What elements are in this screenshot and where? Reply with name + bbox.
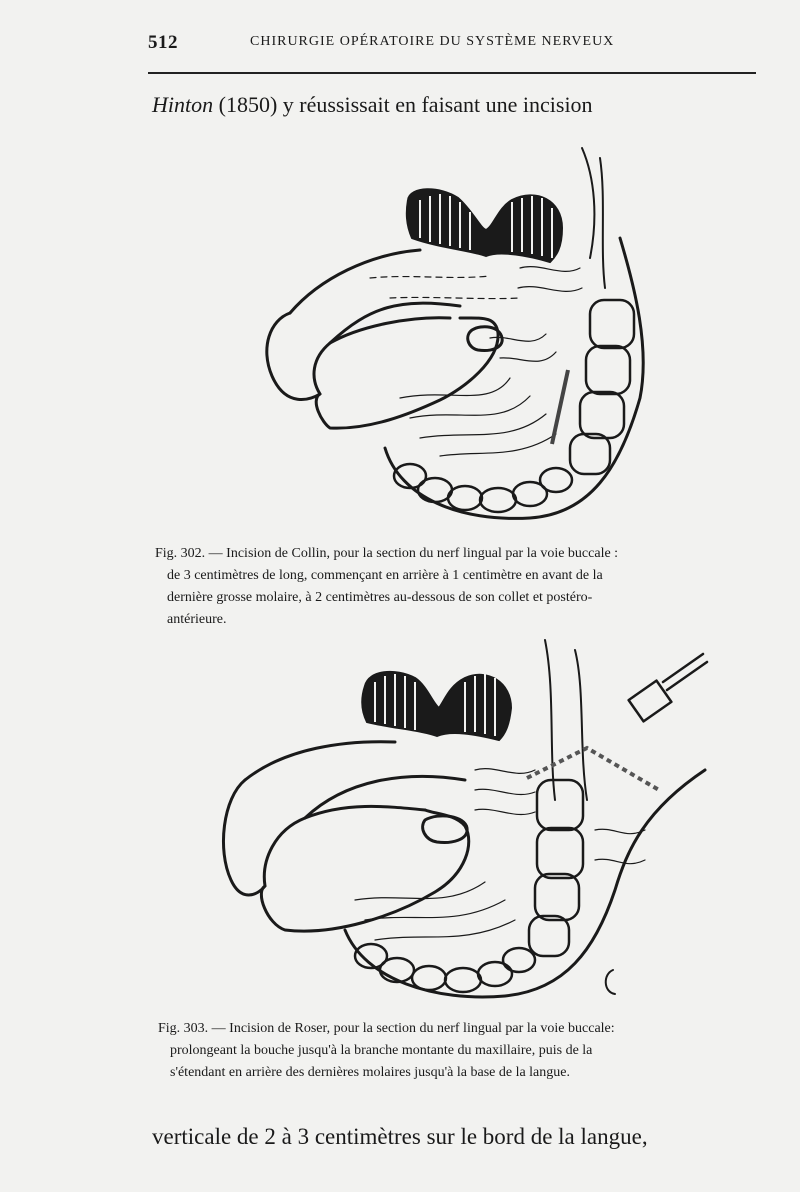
figure-303-illustration xyxy=(175,630,740,1015)
running-head xyxy=(148,30,758,58)
caption-line: antérieure. xyxy=(167,612,227,627)
caption-line: Fig. 303. — Incision de Roser, pour la section du nerf lingual par la voie buccale: xyxy=(158,1021,615,1036)
caption-line: Fig. 302. — Incision de Collin, pour la section du nerf lingual par la voie buccale : xyxy=(155,546,619,561)
caption-line: s'étendant en arrière des dernières molaires jusqu'à la base de la langue. xyxy=(170,1065,570,1080)
bottom-paragraph: verticale de 2 à 3 centimètres sur le bord de la langue, xyxy=(152,1124,648,1149)
figure-302-caption xyxy=(155,543,765,631)
running-title: CHIRURGIE OPÉRATOIRE DU SYSTÈME NERVEUX xyxy=(250,34,615,49)
author-name: Hinton xyxy=(152,92,214,117)
top-paragraph xyxy=(152,90,762,120)
figure-302-illustration xyxy=(250,138,680,540)
caption-line: prolongeant la bouche jusqu'à la branche montante du maxillaire, puis de la xyxy=(170,1043,593,1058)
caption-line: dernière grosse molaire, à 2 centimètres au-dessous de son collet et postéro- xyxy=(167,590,593,605)
header-rule xyxy=(148,72,756,74)
page-number: 512 xyxy=(148,32,178,53)
figure-303-caption xyxy=(158,1018,766,1084)
top-paragraph-text: (1850) y réussissait en faisant une incision xyxy=(213,92,593,117)
caption-line: de 3 centimètres de long, commençant en arrière à 1 centimètre en avant de la xyxy=(167,568,603,583)
